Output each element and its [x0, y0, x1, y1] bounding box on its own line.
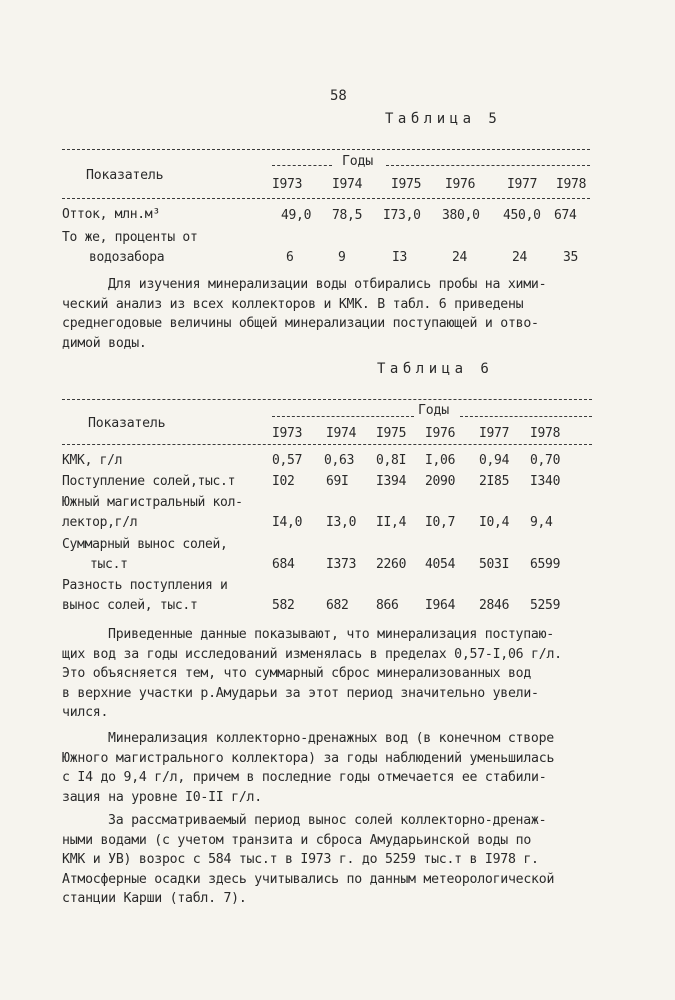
table5-row2-value: 6: [286, 250, 294, 265]
table5-header-indicator: Показатель: [86, 168, 164, 183]
table6-cell: 2090: [425, 474, 456, 489]
table6-year-1973: I973: [272, 426, 303, 441]
table5-caption: Таблица 5: [385, 111, 502, 127]
table6-cell: I340: [530, 474, 561, 489]
table6-caption: Таблица 6: [377, 361, 494, 377]
paragraph-line: в верхние участки р.Амударьи за этот период значительно увели-: [62, 685, 539, 701]
paragraph-line: Это объясняется тем, что суммарный сброс минерализованных вод: [62, 666, 532, 681]
intro-paragraph: [62, 275, 546, 353]
paragraph-line: зация на уровне I0-II г/л.: [62, 789, 262, 805]
table5-years-rule-left: [272, 165, 332, 166]
table5-years-rule-right: [386, 165, 590, 166]
table6-header-indicator: Показатель: [88, 416, 166, 431]
body-paragraph: [62, 625, 562, 723]
table5-row2-value: I3: [392, 250, 408, 265]
paragraph-line: Южного магистрального коллектора) за годы наблюдений уменьшилась: [62, 750, 555, 766]
body-paragraph: [62, 811, 554, 909]
table6-header-years: Годы: [418, 403, 449, 418]
table6-year-1978: I978: [530, 426, 561, 441]
table5-row1-label: Отток, млн.м³: [62, 207, 160, 222]
table6-cell: 2I85: [479, 474, 510, 489]
table6-year-1974: I974: [326, 426, 357, 441]
table5-row1-value: I73,0: [383, 208, 421, 223]
table6-cell: I4,0: [272, 515, 303, 530]
table6-cell: 0,63: [324, 453, 355, 468]
table5-year-1977: I977: [507, 177, 538, 192]
table6-years-rule-right: [460, 416, 592, 417]
table5-header-rule: [62, 198, 590, 199]
table6-cell: II,4: [376, 515, 407, 530]
paragraph-line: Минерализация коллекторно-дренажных вод (в конечном створе: [108, 731, 554, 746]
table5-top-rule: [62, 149, 590, 150]
table6-years-rule-left: [272, 416, 414, 417]
paragraph-line: станции Карши (табл. 7).: [62, 891, 247, 906]
table6-cell: 6599: [530, 557, 561, 572]
table6-cell: 0,8I: [376, 453, 407, 468]
table6-cell: 0,94: [479, 453, 510, 468]
table6-cell: 684: [272, 557, 295, 572]
table6-cell: I0,4: [479, 515, 510, 530]
table6-cell: 4054: [425, 557, 456, 572]
table6-year-1976: I976: [425, 426, 456, 441]
paragraph-line: среднегодовые величины общей минерализации поступающей и отво-: [62, 316, 539, 331]
table6-top-rule: [62, 399, 592, 400]
table6-cell: 503I: [479, 557, 510, 572]
table6-cell: 866: [376, 598, 399, 613]
table5-row1-value: 450,0: [503, 208, 541, 223]
table6-cell: 2260: [376, 557, 407, 572]
table6-row-label: лектор,г/л: [62, 515, 138, 530]
paragraph-line: ческий анализ из всех коллекторов и КМК. В табл. 6 приведены: [62, 296, 524, 312]
paragraph-line: За рассматриваемый период вынос солей коллекторно-дренаж-: [108, 813, 547, 828]
paragraph-line: Приведенные данные показывают, что минерализация поступаю-: [108, 627, 554, 642]
table6-cell: 5259: [530, 598, 561, 613]
page-number: 58: [330, 88, 347, 104]
paragraph-line: с I4 до 9,4 г/л, причем в последние годы отмечается ее стабили-: [62, 770, 547, 785]
table6-row-label: КМК, г/л: [62, 453, 123, 468]
table5-year-1973: I973: [272, 177, 303, 192]
table6-cell: 0,57: [272, 453, 303, 468]
table5-row2-value: 9: [338, 250, 346, 265]
table6-year-1977: I977: [479, 426, 510, 441]
table5-row2-value: 24: [452, 250, 468, 265]
table5-row1-value: 674: [554, 208, 577, 223]
table6-header-rule: [62, 444, 592, 445]
table6-cell: I0,7: [425, 515, 456, 530]
paragraph-line: Атмосферные осадки здесь учитывались по данным метеорологической: [62, 871, 555, 887]
paragraph-line: Для изучения минерализации воды отбирались пробы на хими-: [108, 277, 547, 292]
table6-row-label: Разность поступления и: [62, 578, 228, 593]
table6-cell: 582: [272, 598, 295, 613]
paragraph-line: щих вод за годы исследований изменялась в пределах 0,57-I,06 г/л.: [62, 646, 562, 662]
table5-row2-label: водозабора: [89, 250, 165, 265]
table5-year-1978: I978: [556, 177, 587, 192]
table6-row-label: вынос солей, тыс.т: [62, 598, 198, 613]
table5-year-1975: I975: [391, 177, 422, 192]
table6-cell: 9,4: [530, 515, 553, 530]
table6-cell: 682: [326, 598, 349, 613]
table6-cell: 69I: [326, 474, 349, 489]
table6-cell: I394: [376, 474, 407, 489]
table6-cell: 0,70: [530, 453, 561, 468]
table5-header-years: Годы: [342, 154, 373, 169]
table5-row1-value: 78,5: [332, 208, 363, 223]
table5-row2-value: 24: [512, 250, 528, 265]
table6-cell: 2846: [479, 598, 510, 613]
table6-year-1975: I975: [376, 426, 407, 441]
table6-row-label: Суммарный вынос солей,: [62, 537, 228, 552]
table6-cell: I,06: [425, 453, 456, 468]
table6-row-label: тыс.т: [90, 557, 128, 572]
table5-year-1976: I976: [445, 177, 476, 192]
table6-cell: I3,0: [326, 515, 357, 530]
table5-row2-label: То же, проценты от: [62, 230, 198, 245]
paragraph-line: димой воды.: [62, 335, 147, 351]
table5-row1-value: 49,0: [281, 208, 312, 223]
table6-row-label: Южный магистральный кол-: [62, 495, 243, 510]
table5-row1-value: 380,0: [442, 208, 480, 223]
table5-year-1974: I974: [332, 177, 363, 192]
table5-row2-value: 35: [563, 250, 579, 265]
paragraph-line: чился.: [62, 705, 109, 720]
table6-cell: I964: [425, 598, 456, 613]
table6-row-label: Поступление солей,тыс.т: [62, 474, 236, 489]
body-paragraph: [62, 729, 554, 807]
table6-cell: I373: [326, 557, 357, 572]
paragraph-line: ными водами (с учетом транзита и сброса Амударьинской воды по: [62, 832, 532, 848]
table6-cell: I02: [272, 474, 295, 489]
paragraph-line: КМК и УВ) возрос с 584 тыс.т в I973 г. до 5259 тыс.т в I978 г.: [62, 852, 539, 867]
